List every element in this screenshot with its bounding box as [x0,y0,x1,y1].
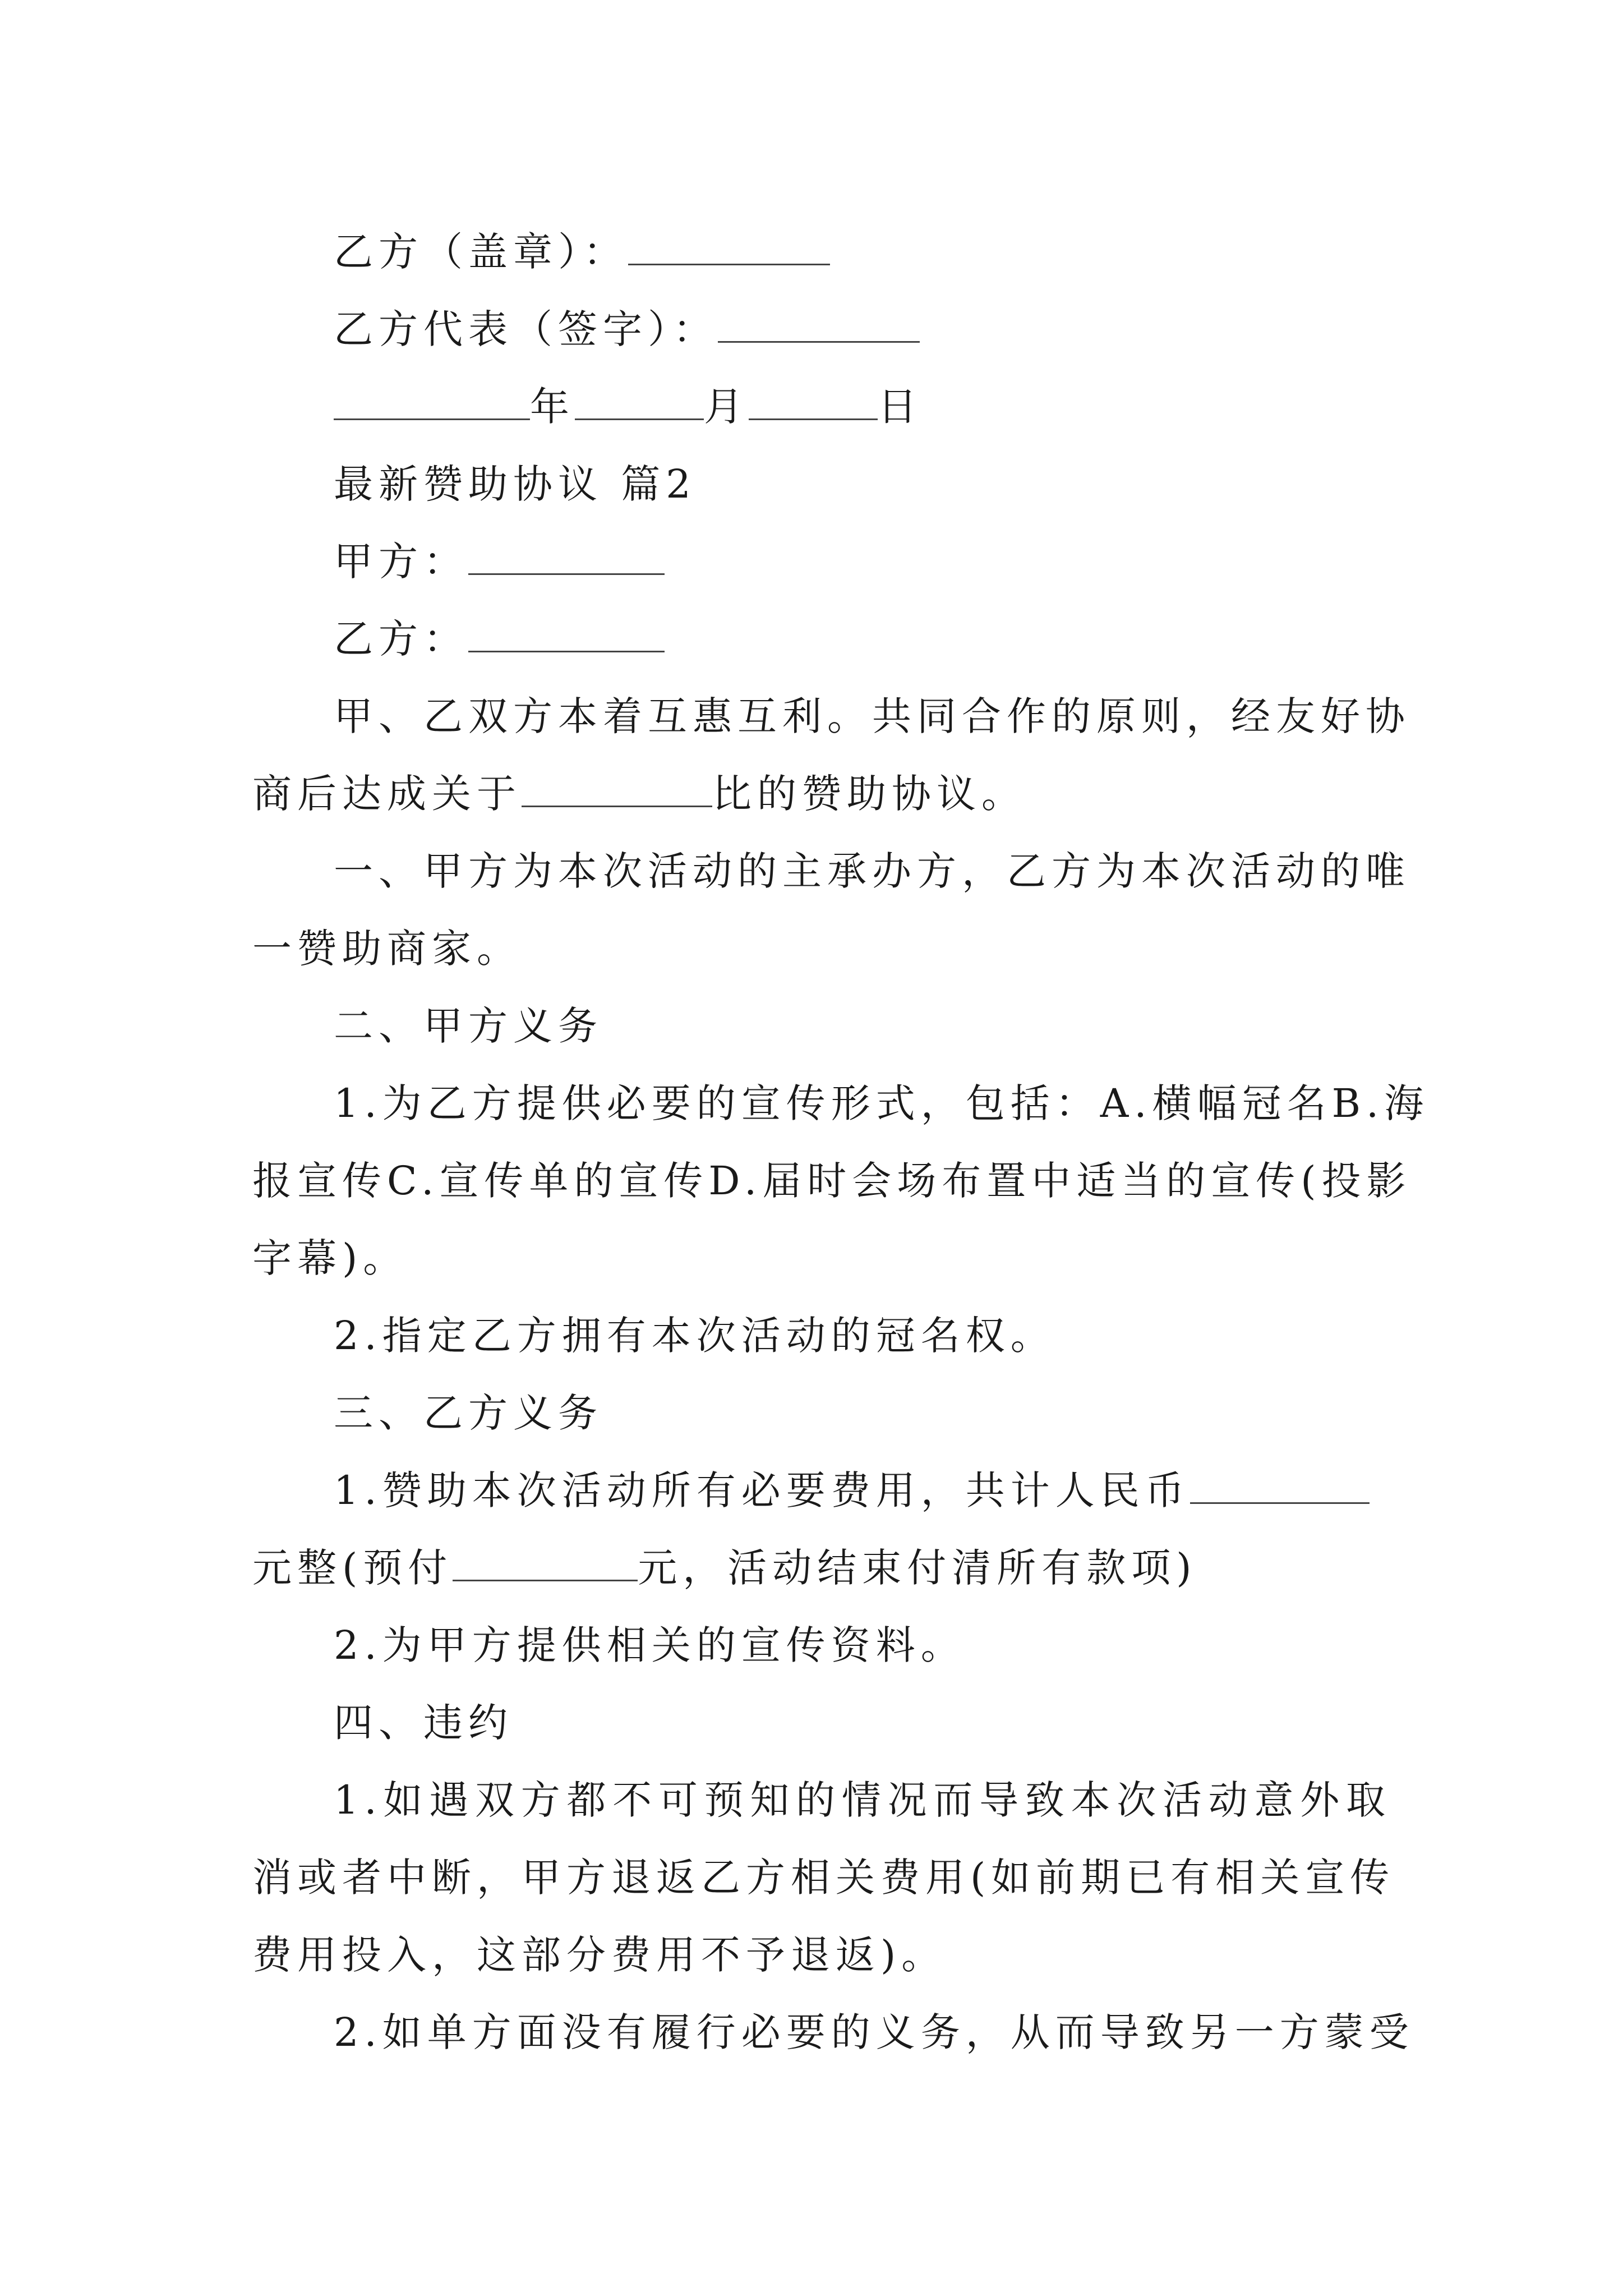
year-label: 年 [530,384,575,430]
article3-item1-text-1: 1.赞助本次活动所有必要费用，共计人民币 [334,1467,1190,1513]
day-blank [749,379,878,420]
agreement-subject-blank [522,766,712,807]
article2-item1-text-1: 1.为乙方提供必要的宣传形式，包括：A.横幅冠名B.海 [334,1080,1430,1126]
article2-item1-line-3 [252,1220,1391,1297]
article4-item2-text-1: 2.如单方面没有履行必要的义务，从而导致另一方蒙受 [334,2009,1414,2055]
month-blank [575,379,704,420]
article2-item1-line-1 [252,1065,1430,1142]
party-b-seal-line [252,213,1391,291]
party-b-seal-label: 乙方（盖章）： [334,229,628,275]
article1-text-2: 一赞助商家。 [252,926,522,972]
party-b-rep-label: 乙方代表（签字）： [334,306,718,352]
article4-item1-text-2: 消或者中断，甲方退返乙方相关费用(如前期已有相关宣传 [252,1855,1395,1901]
intro-text-2a: 商后达成关于 [252,771,522,817]
article4-item1-line-3 [252,1916,1391,1994]
article2-item1-text-3: 字幕)。 [252,1235,408,1281]
document-page [252,213,1430,2071]
party-a-blank [468,534,665,575]
article4-item1-text-3: 费用投入，这部分费用不予退返)。 [252,1932,947,1978]
section-title [252,445,1391,523]
day-label: 日 [878,384,923,430]
article1-line-2 [252,910,1391,987]
article2-item2-text: 2.指定乙方拥有本次活动的冠名权。 [334,1313,1055,1359]
party-b-label: 乙方： [334,616,468,662]
article4-item1-text-1: 1.如遇双方都不可预知的情况而导致本次活动意外取 [334,1777,1391,1823]
party-b-rep-line [252,291,1391,368]
total-amount-blank [1190,1463,1370,1504]
prepay-amount-blank [453,1540,638,1581]
article3-item1-text-2b: 元，活动结束付清所有款项) [638,1545,1197,1591]
party-b-blank [468,611,665,652]
article4-item2-line-1 [252,1994,1414,2071]
party-a-line [252,523,1391,600]
intro-text-1: 甲、乙双方本着互惠互利。共同合作的原则，经友好协 [334,693,1410,739]
article3-item2-line [252,1607,1391,1684]
party-b-line [252,600,1391,678]
date-line [252,368,1391,445]
intro-line-2 [252,755,1391,832]
article2-title-text: 二、甲方义务 [334,1003,603,1049]
intro-line-1 [252,678,1410,755]
month-label: 月 [704,384,749,430]
article2-item2-line [252,1297,1391,1374]
section-title-text: 最新赞助协议 篇2 [334,461,697,507]
article4-item1-line-1 [252,1761,1391,1839]
article2-title [252,987,1391,1065]
article1-text-1: 一、甲方为本次活动的主承办方，乙方为本次活动的唯 [334,848,1410,894]
article2-item1-text-2: 报宣传C.宣传单的宣传D.届时会场布置中适当的宣传(投影 [252,1158,1412,1204]
article3-title-text: 三、乙方义务 [334,1390,603,1436]
article2-item1-line-2 [252,1142,1412,1220]
article4-title-text: 四、违约 [334,1700,513,1746]
article4-item1-line-2 [252,1839,1395,1916]
party-b-seal-blank [628,224,830,265]
party-b-rep-blank [718,302,920,343]
article3-item1-text-2a: 元整(预付 [252,1545,453,1591]
article3-title [252,1374,1391,1452]
article1-line-1 [252,832,1410,910]
article3-item1-line-1 [252,1452,1391,1529]
intro-text-2b: 比的赞助协议。 [712,771,1026,817]
article3-item2-text: 2.为甲方提供相关的宣传资料。 [334,1622,966,1668]
year-blank [334,379,530,420]
article4-title [252,1684,1391,1761]
article3-item1-line-2 [252,1529,1391,1607]
party-a-label: 甲方： [334,539,468,585]
